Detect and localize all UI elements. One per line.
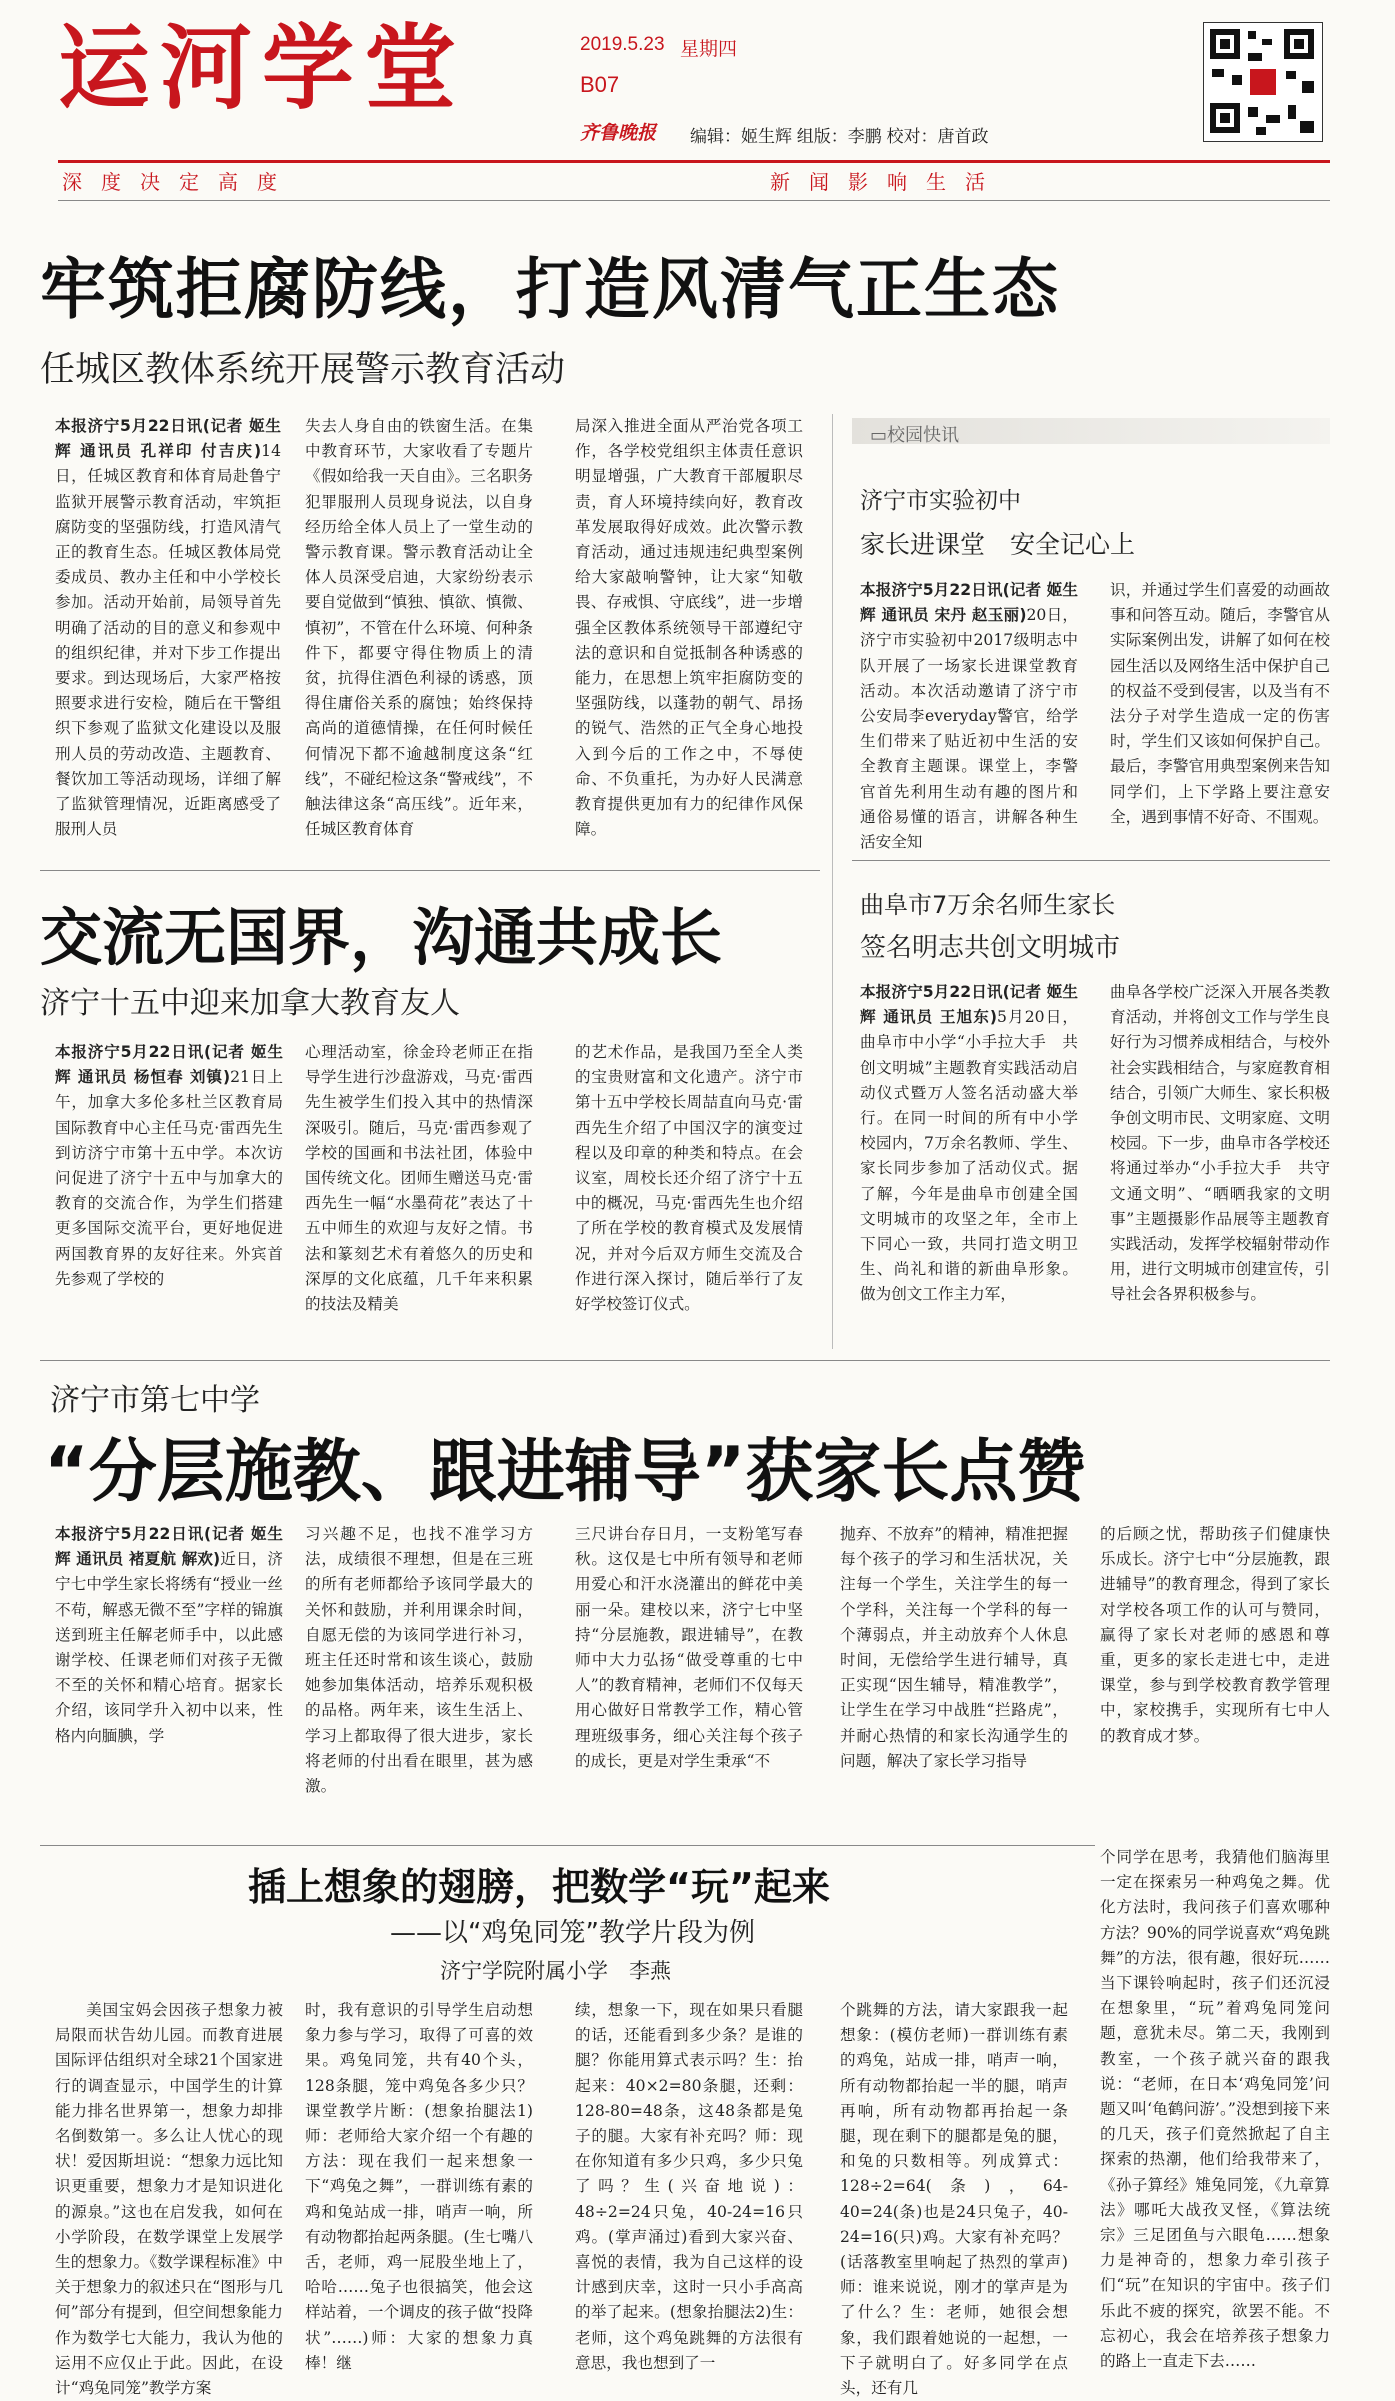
math-author: 济宁学院附属小学 李燕: [440, 1959, 671, 1983]
lead-col-2: 失去人身自由的铁窗生活。在集中教育环节，大家收看了专题片《假如给我一天自由》。三名职务犯罪服刑人员现身说法，以自身经历给全体人员上了一堂生动的警示教育课。警示教育活动让全体人员深受启迪，大家纷纷表示要自觉做到“慎独、慎欲、慎微、慎初”，不管在什么环境、何种条件下，都要守得住物质上的清贫，抗得住酒色利禄的诱惑，顶得住庸俗关系的腐蚀；始终保持高尚的道德情操，在任何时候任何情况下都不逾越制度这条“红线”，不碰纪检这条“警戒线”，不触法律这条“高压线”。近年来，任城区教育体育: [305, 417, 533, 839]
tagline-right: 新闻影响生活: [770, 172, 1004, 194]
math-headline: 插上想象的翅膀，把数学“玩”起来: [248, 1865, 830, 1909]
canada-col-3: 的艺术作品，是我国乃至全人类的宝贵财富和文化遗产。济宁市第十五中学校长周喆直向马克·雷西先生介绍了中国汉字的演变过程以及印章的种类和特点。在会议室，周校长还介绍了济宁十五中的概况，马克·雷西先生也介绍了所在学校的教育模式及发展情况，并对今后双方师生交流及合作进行深入探讨，随后举行了友好学校签订仪式。: [575, 1043, 803, 1314]
lead-text-1: 14日，任城区教育和体育局赴鲁宁监狱开展警示教育活动，牢筑拒腐防变的坚强防线，打造风清气正的教育生态。任城区教体局党委成员、教办主任和中小学校长参加。活动开始前，局领导首先明确了活动的目的意义和参观中的组织纪律，并对下步工作提出要求。到达现场后，大家严格按照要求进行安检，随后在干警组织下参观了监狱文化建设以及服刑人员的劳动改造、主题教育、餐饮加工等活动现场，详细了解了监狱管理情况，近距离感受了服刑人员: [55, 442, 281, 839]
qufu-col-1: [860, 980, 1078, 1340]
campus-news-col-2: 识，并通过学生们喜爱的动画故事和问答互动。随后，李警官从实际案例出发，讲解了如何在校园生活以及网络生活中保护自己的权益不受到侵害，以及当有不法分子对学生造成一定的伤害时，学生们又该如何保护自己。最后，李警官用典型案例来告知同学们，上下学路上要注意安全，遇到事情不好奇、不围观。: [1110, 581, 1330, 826]
qufu-col-2: 曲阜各学校广泛深入开展各类教育活动，并将创文工作与学生良好行为习惯养成相结合，与校外社会实践相结合，与家庭教育相结合，引领广大师生、家长积极争创文明市民、文明家庭、文明校园。下一步，曲阜市各学校还将通过举办“小手拉大手 共守文通文明”、“晒晒我家的文明事”主题摄影作品展等主题教育实践活动，发挥学校辐射带动作用，进行文明城市创建宣传，引导社会各界积极参与。: [1110, 983, 1330, 1304]
math-col-2: 时，我有意识的引导学生启动想象力参与学习，取得了可喜的效果。鸡兔同笼，共有40个头，128条腿，笼中鸡兔各多少只？课堂教学片断：(想象抬腿法1)师：老师给大家介绍一个有趣的方法：现在我们一起来想象一下“鸡兔之舞”，一群训练有素的鸡和兔站成一排，哨声一响，所有动物都抬起两条腿。(生七嘴八舌，老师，鸡一屁股坐地上了，哈哈……兔子也很搞笑，他会这样站着，一个调皮的孩子做“投降状”……)师：大家的想象力真棒！继: [305, 2001, 533, 2372]
qr-code-icon: [1203, 22, 1323, 142]
seventh-col-4: 抛弃、不放弃”的精神，精准把握每个孩子的学习和生活状况，关注每一个学生，关注学生的每一个学科，关注每一个学科的每一个薄弱点，并主动放弃个人休息时间，无偿给学生进行辅导，真正实现“因生辅导，精准教学”，让学生在学习中战胜“拦路虎”，并耐心热情的和家长沟通学生的问题，解决了家长学习指导: [840, 1525, 1068, 1770]
campus-news-tag: ▭校园快讯: [870, 425, 960, 445]
lead-col-3: 局深入推进全面从严治党各项工作，各学校党组织主体责任意识明显增强，广大教育干部履职尽责，育人环境持续向好，教育改革发展取得好成效。此次警示教育活动，通过违规违纪典型案例给大家敲响警钟，让大家“知敬畏、存戒惧、守底线”，进一步增强全区教体系统领导干部遵纪守法的意识和自觉抵制各种诱惑的能力，在思想上筑牢拒腐防变的坚强防线，以蓬勃的朝气、昂扬的锐气、浩然的正气全身心地投入到今后的工作之中，不辱使命、不负重托，为办好人民满意教育提供更加有力的纪律作风保障。: [575, 417, 803, 839]
seventh-col-5: 的后顾之忧，帮助孩子们健康快乐成长。济宁七中“分层施教，跟进辅导”的教育理念，得到了家长对学校各项工作的认可与赞同，赢得了家长对老师的感恩和尊重，更多的家长走进七中，走进课堂，参与到学校教育教学管理中，家校携手，实现所有七中人的教育成才梦。: [1100, 1525, 1330, 1745]
math-col-3: 续，想象一下，现在如果只看腿的话，还能看到多少条？是谁的腿？你能用算式表示吗？生：抬起来：40×2=80条腿，还剩：128-80=48条，这48条都是兔子的腿。大家有补充吗？师：现在你知道有多少只鸡，多少只兔了吗？生(兴奋地说)：48÷2=24只兔，40-24=16只鸡。(掌声涌过)看到大家兴奋、喜悦的表情，我为自己这样的设计感到庆幸，这时一只小手高高的举了起来。(想象抬腿法2)生：老师，这个鸡兔跳舞的方法很有意思，我也想到了一: [575, 2001, 803, 2372]
canada-text-1: 21日上午，加拿大多伦多杜兰区教育局国际教育中心主任马克·雷西先生到访济宁市第十五中学。本次访问促进了济宁十五中与加拿大的教育的交流合作，为学生们搭建更多国际交流平台，更好地促进两国教育界的友好往来。外宾首先参观了学校的: [55, 1068, 283, 1288]
lead-subhead: 任城区教体系统开展警示教育活动: [40, 350, 566, 390]
seventh-col-3: 三尺讲台存日月，一支粉笔写春秋。这仅是七中所有领导和老师用爱心和汗水浇灌出的鲜花中美丽一朵。建校以来，济宁七中坚持“分层施教，跟进辅导”，在教师中大力弘扬“做受尊重的七中人”的教育精神，老师们不仅每天用心做好日常教学工作，精心管理班级事务，细心关注每个孩子的成长，更是对学生秉承“不: [575, 1525, 803, 1770]
issue-weekday: 星期四: [680, 39, 738, 60]
paper-name: 齐鲁晚报: [580, 123, 657, 144]
qufu-headline-2: 签名明志共创文明城市: [860, 933, 1121, 963]
seventh-col-1: [55, 1522, 283, 1834]
lead-byline: 本报济宁5月22日讯(记者 姬生辉 通讯员 孔祥印 付吉庆): [55, 417, 281, 461]
campus-news-text-1: 20日，济宁市实验初中2017级明志中队开展了一场家长进课堂教育活动。本次活动邀请了济宁市公安局李everyday警官，给学生们带来了贴近初中生活的安全教育主题课。课堂上，李警官首先利用生动有趣的图片和通俗易懂的语言，讲解各种生活安全知: [860, 606, 1079, 852]
canada-byline: 本报济宁5月22日讯(记者 姬生辉 通讯员 杨恒春 刘镇): [55, 1043, 283, 1087]
page-number: B07: [580, 72, 620, 97]
seventh-byline: 本报济宁5月22日讯(记者 姬生辉 通讯员 褚夏航 解欢): [55, 1525, 283, 1569]
canada-col-2: 心理活动室，徐金玲老师正在指导学生进行沙盘游戏，马克·雷西先生被学生们投入其中的热情深深吸引。随后，马克·雷西参观了学校的国画和书法社团，体验中国传统文化。团师生赠送马克·雷西先生一幅“水墨荷花”表达了十五中师生的欢迎与友好之情。书法和篆刻艺术有着悠久的历史和深厚的文化底蕴，几千年来积累的技法及精美: [305, 1043, 533, 1314]
canada-subhead: 济宁十五中迎来加拿大教育友人: [40, 986, 460, 1021]
campus-news-school: 济宁市实验初中: [860, 488, 1021, 514]
seventh-text-1: 近日，济宁七中学生家长将绣有“授业一丝不苟，解惑无微不至”字样的锦旗送到班主任解老师手中，以此感谢学校、任课老师们对孩子无微不至的关怀和精心培育。据家长介绍，该同学升入初中以来，性格内向腼腆，学: [55, 1550, 283, 1745]
math-col-1: 美国宝妈会因孩子想象力被局限而状告幼儿园。而教育进展国际评估组织对全球21个国家进行的调查显示，中国学生的计算能力排名世界第一，想象力却排名倒数第一。多么让人忧心的现状！爱因斯坦说：“想象力远比知识更重要，想象力才是知识进化的源泉。”这也在启发我，如何在小学阶段，在数学课堂上发展学生的想象力。《数学课程标准》中关于想象力的叙述只在“图形与几何”部分有提到，但空间想象能力作为数学七大能力，我认为他的运用不应仅止于此。因此，在设计“鸡兔同笼”教学方案: [55, 2001, 283, 2398]
canada-headline: 交流无国界，沟通共成长: [40, 901, 723, 974]
seventh-kicker: 济宁市第七中学: [50, 1383, 260, 1418]
campus-news-col-1: [860, 578, 1079, 852]
seventh-col-2: 习兴趣不足，也找不准学习方法，成绩很不理想，但是在三班的所有老师都给予该同学最大的关怀和鼓励，并利用课余时间，自愿无偿的为该同学进行补习，班主任还时常和该生谈心，鼓励她参加集体活动，培养乐观积极的品格。两年来，该生生活上、学习上都取得了很大进步，家长将老师的付出看在眼里，甚为感激。: [305, 1525, 533, 1796]
lead-headline: 牢筑拒腐防线，打造风清气正生态: [40, 251, 1060, 328]
seventh-headline: “分层施教、跟进辅导”获家长点赞: [44, 1433, 1086, 1512]
qufu-text-1: 5月20日，曲阜市中小学“小手拉大手 共创文明城”主题教育实践活动启动仪式暨万人签名活动盛大举行。在同一时间的所有中小学校园内，7万余名教师、学生、家长同步参加了活动仪式。据了解，今年是曲阜市创建全国文明城市的攻坚之年，全市上下同心一致，共同打造文明卫生、尚礼和谐的新曲阜形象。做为创文工作主力军，: [860, 1008, 1078, 1304]
qufu-byline: 本报济宁5月22日讯(记者 姬生辉 通讯员 王旭东): [860, 983, 1078, 1027]
qufu-headline-1: 曲阜市7万余名师生家长: [860, 891, 1116, 919]
lead-col-1: [55, 414, 281, 844]
masthead-logo: 运河学堂: [58, 14, 467, 122]
math-subhead: ——以“鸡兔同笼”教学片段为例: [390, 1918, 755, 1948]
campus-news-byline: 本报济宁5月22日讯(记者 姬生辉 通讯员 宋丹 赵玉丽): [860, 581, 1078, 625]
news-flag-icon: ▭: [870, 425, 888, 445]
tagline-left: 深度决定高度: [62, 172, 296, 194]
issue-date: 2019.5.23: [580, 34, 665, 55]
editor-credits: 编辑：姬生辉 组版：李鹏 校对：唐首政: [690, 127, 989, 146]
canada-col-1: [55, 1040, 283, 1345]
math-col-5: 个同学在思考，我猜他们脑海里一定在探索另一种鸡兔之舞。优化方法时，我问孩子们喜欢哪种方法？90%的同学说喜欢“鸡兔跳舞”的方法，很有趣，很好玩……当下课铃响起时，孩子们还沉浸在想象里，“玩”着鸡兔同笼问题，意犹未尽。第二天，我刚到教室，一个孩子就兴奋的跟我说：“老师，在日本‘鸡兔同笼’问题又叫‘龟鹤问游’。”没想到接下来的几天，孩子们竟然掀起了自主探索的热潮，他们给我带来了，《孙子算经》雉兔同笼，《九章算法》哪吒大战孜叉怪，《算法统宗》三足团鱼与六眼龟……想象力是神奇的，想象力牵引孩子们“玩”在知识的宇宙中。孩子们乐此不疲的探究，欲罢不能。不忘初心，我会在培养孩子想象力的路上一直走下去……: [1100, 1848, 1330, 2371]
campus-news-title: 家长进课堂 安全记心上: [860, 530, 1136, 559]
math-col-4: 个跳舞的方法，请大家跟我一起想象：(模仿老师)一群训练有素的鸡兔，站成一排，哨声一响，所有动物都抬起一半的腿，哨声再响，所有动物都再抬起一条腿，现在剩下的腿都是兔的腿，和兔的只数相等。列成算式：128÷2=64(条)，64-40=24(条)也是24只兔子，40-24=16(只)鸡。大家有补充吗？(话落教室里响起了热烈的掌声)师：谁来说说，刚才的掌声是为了什么？生：老师，她很会想象，我们跟着她说的一起想，一下子就明白了。好多同学在点头，还有几: [840, 2001, 1068, 2398]
